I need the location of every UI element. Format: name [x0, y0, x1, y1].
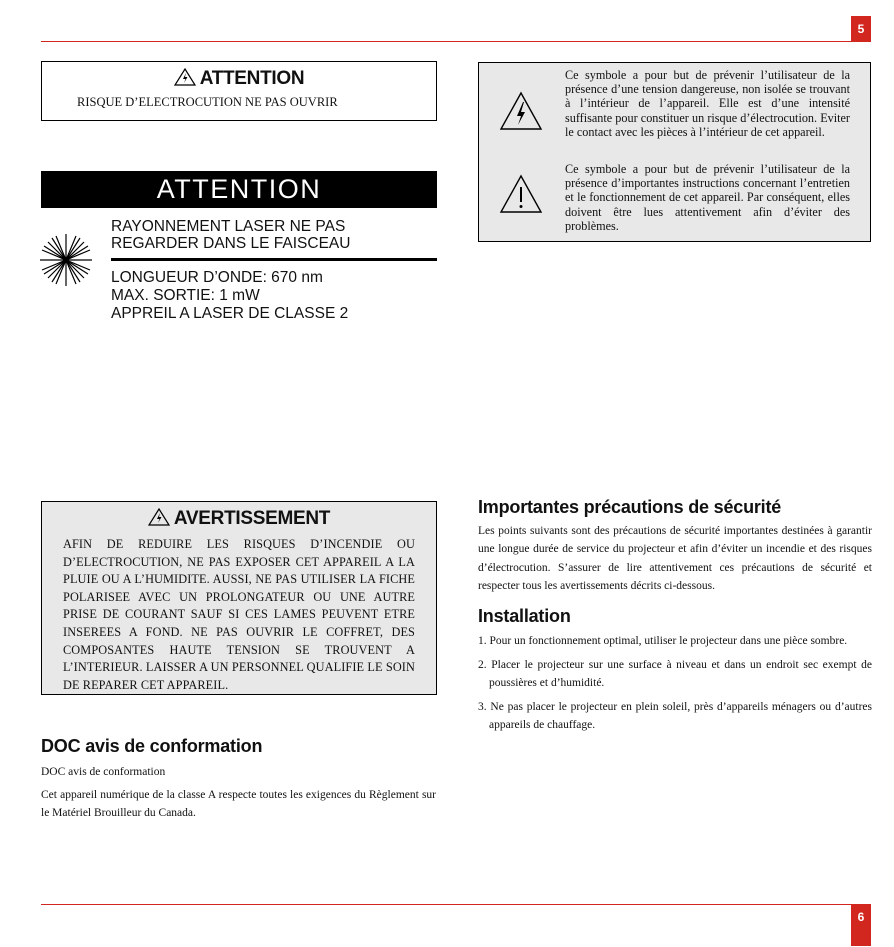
warning-box: [41, 501, 437, 695]
symbol-text-lightning: Ce symbole a pour but de prévenir l’utilisateur de la présence d’une tension dangereuse, non isolée se trouvant à l’intérieur de l’appareil. Elle est d’une intensité suffisante pour constituer un risque d’électrocution. Eviter le contact avec les pièces à l’intérieur de cet appareil.: [565, 68, 850, 139]
warning-box-title-row: [42, 508, 436, 530]
doc-line-1: DOC avis de conformation: [41, 766, 166, 778]
footer-rule: [41, 904, 854, 905]
attention-box: [41, 61, 437, 121]
attention-box-title: ATTENTION: [199, 68, 305, 89]
page-number-tab-bottom: 6: [851, 904, 871, 946]
warning-box-text: AFIN DE REDUIRE LES RISQUES D’INCENDIE OU D’ELECTROCUTION, NE PAS EXPOSER CET APPAREIL A LA PLUIE OU A L’HUMIDITE. AUSSI, NE PAS UTILISER LA FICHE POLARISEE AVEC UN PROLONGATEUR OU UNE AUTRE PRISE DE COURANT SAUF SI CES LAMES PEUVENT ETRE INSEREES A FOND. NE PAS OUVRIR LE COFFRET, DES COMPOSANTES HAUTE TENSION SE TROUVENT A L’INTERIEUR. LAISSER A UN PERSONNEL QUALIFIE LE SOIN DE REPARER CET APPAREIL.: [63, 537, 415, 692]
doc-heading: DOC avis de conformation: [41, 736, 263, 756]
attention-box-subtitle: RISQUE D’ELECTROCUTION NE PAS OUVRIR: [77, 95, 338, 109]
installation-item-3: 3. Ne pas placer le projecteur en plein soleil, près d’appareils ménagers ou d’autres appareils de chauffage.: [478, 701, 872, 732]
header-rule: [41, 41, 854, 42]
page-number-tab-top: 5: [851, 16, 871, 42]
laser-warning-line-2: REGARDER DANS LE FAISCEAU: [111, 235, 351, 252]
laser-starburst-icon: [38, 232, 94, 288]
laser-class: APPREIL A LASER DE CLASSE 2: [111, 305, 349, 322]
laser-wavelength: LONGUEUR D’ONDE: 670 nm: [111, 269, 323, 286]
installation-item-1: 1. Pour un fonctionnement optimal, utiliser le projecteur dans une pièce sombre.: [478, 635, 848, 647]
safety-heading: Importantes précautions de sécurité: [478, 497, 782, 517]
lightning-triangle-icon: [499, 91, 543, 131]
attention-box-title-row: [42, 68, 436, 90]
laser-warning-line-1: RAYONNEMENT LASER NE PAS: [111, 218, 346, 235]
doc-line-2: Cet appareil numérique de la classe A respecte toutes les exigences du Règlement sur le Matériel Brouilleur du Canada.: [41, 789, 436, 820]
exclamation-triangle-icon: [499, 174, 543, 214]
symbols-box: [478, 62, 871, 242]
safety-text: Les points suivants sont des précautions de sécurité importantes destinées à garantir une longue durée de service du projecteur et afin d’éviter un incendie et des risques d’électrocution. S’assurer de lire attentivement ces précautions de sécurité et respecter tous les avertissements décrits ci-dessous.: [478, 525, 872, 592]
laser-banner: ATTENTION: [41, 171, 437, 208]
laser-divider: [111, 258, 437, 261]
installation-heading: Installation: [478, 606, 571, 626]
warning-box-title: AVERTISSEMENT: [173, 508, 331, 529]
laser-max-output: MAX. SORTIE: 1 mW: [111, 287, 260, 304]
warning-triangle-icon: [148, 508, 170, 526]
symbol-text-exclamation: Ce symbole a pour but de prévenir l’utilisateur de la présence d’importantes instructions concernant l’entretien et le fonctionnement de cet appareil. Par conséquent, elles doivent être lues attentivement afin d’éviter des problèmes.: [565, 162, 850, 233]
installation-item-2: 2. Placer le projecteur sur une surface à niveau et dans un endroit sec exempt de poussières et d’humidité.: [478, 659, 872, 690]
warning-triangle-icon: [174, 68, 196, 86]
